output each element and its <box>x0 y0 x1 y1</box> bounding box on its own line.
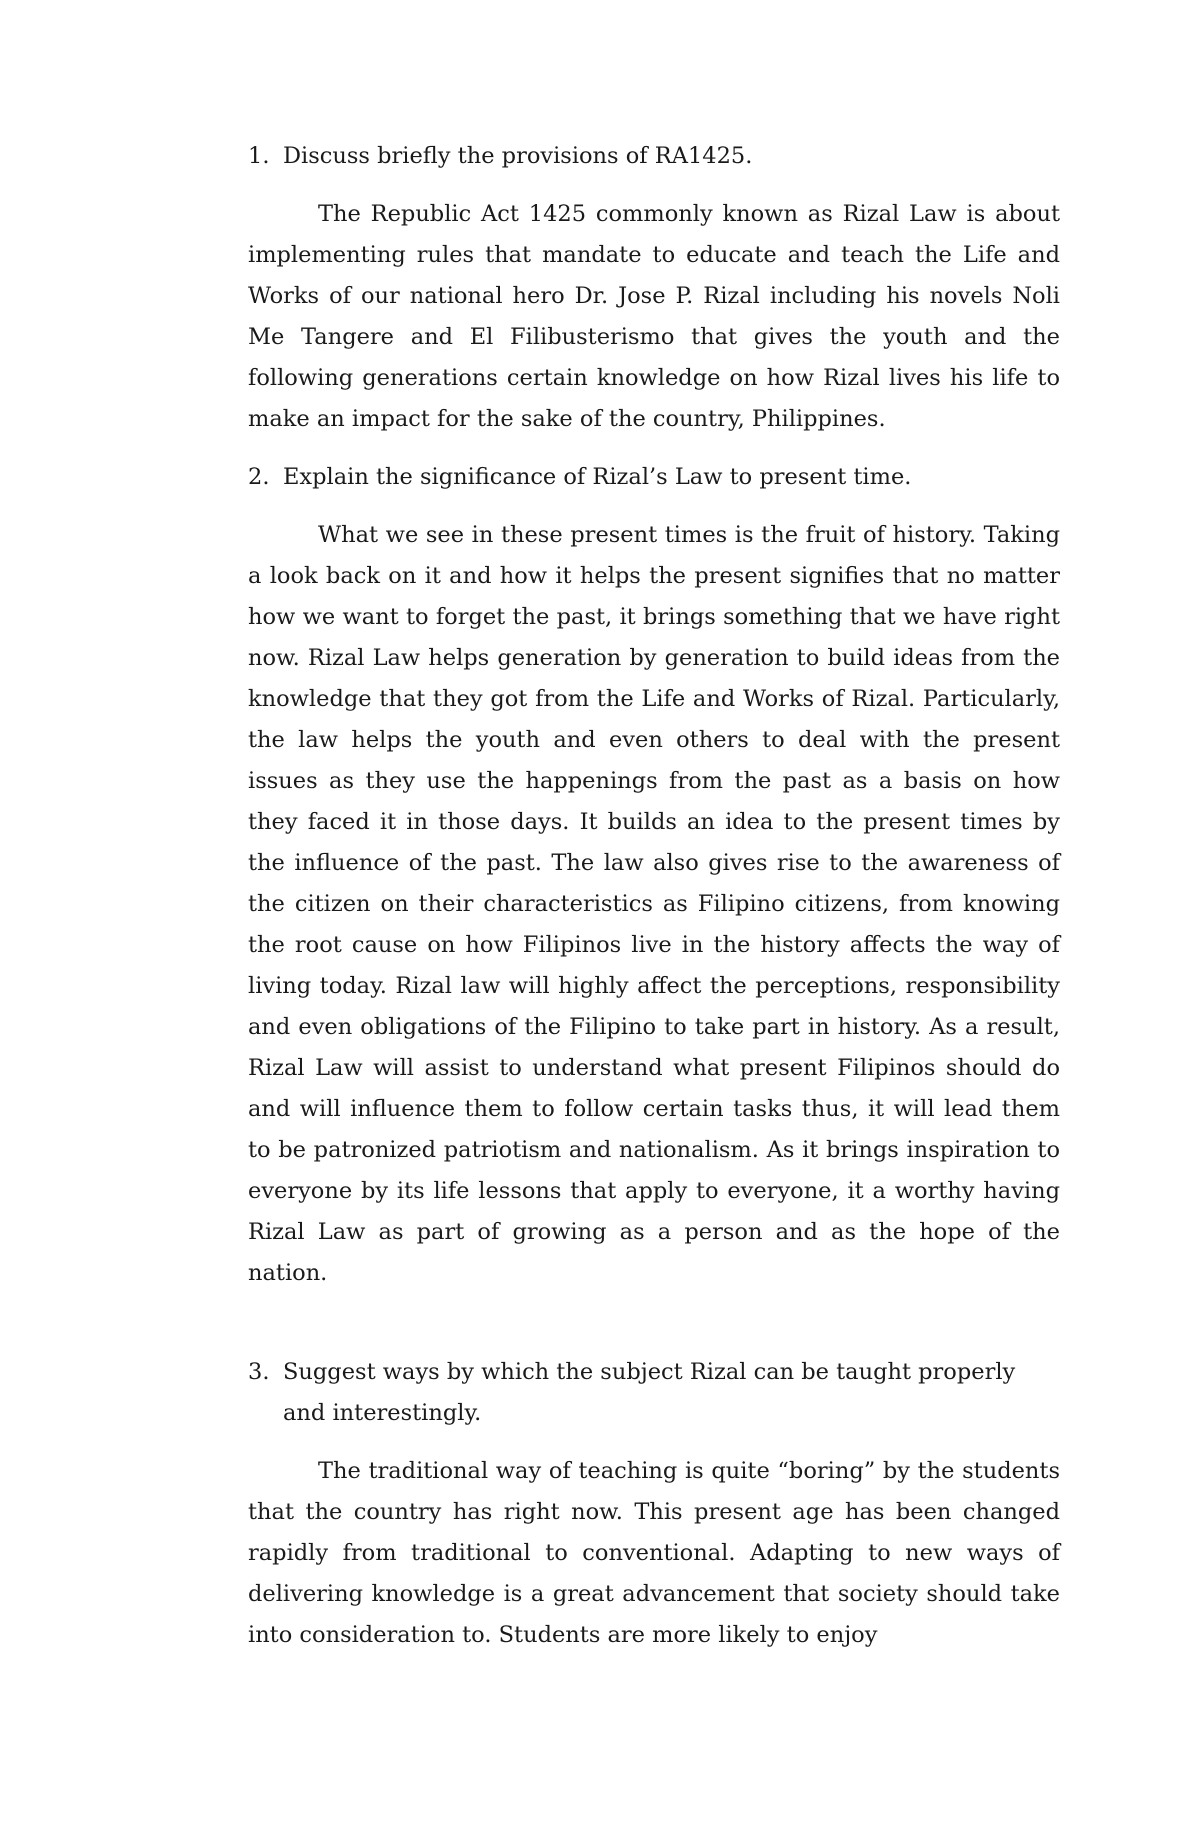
question-text: Suggest ways by which the subject Rizal can be taught properly and interestingly. <box>283 1359 1016 1426</box>
answer-3: The traditional way of teaching is quite “boring” by the students that the country has right now. This present age has been changed rapidly from traditional to conventional. Adapting to new ways of delivering knowledge is a great advancement that society should take into consideration to. Students are more likely to enjoy <box>248 1458 1060 1648</box>
question-text: Discuss briefly the provisions of RA1425. <box>283 143 753 169</box>
question-number: 1. <box>248 143 270 169</box>
question-number: 2. <box>248 464 270 490</box>
question-number: 3. <box>248 1359 270 1385</box>
answer-2: What we see in these present times is the fruit of history. Taking a look back on it and how it helps the present signifies that no matter how we want to forget the past, it brings something that we have right now. Rizal Law helps generation by generation to build ideas from the knowledge that they got from the Life and Works of Rizal. Particularly, the law helps the youth and even others to deal with the present issues as they use the happenings from the past as a basis on how they faced it in those days. It builds an idea to the present times by the influence of the past. The law also gives rise to the awareness of the citizen on their characteristics as Filipino citizens, from knowing the root cause on how Filipinos live in the history affects the way of living today. Rizal law will highly affect the perceptions, responsibility and even obligations of the Filipino to take part in history. As a result, Rizal Law will assist to understand what present Filipinos should do and will influence them to follow certain tasks thus, it will lead them to be patronized patriotism and nationalism. As it brings inspiration to everyone by its life lessons that apply to everyone, it a worthy having Rizal Law as part of growing as a person and as the hope of the nation. <box>248 522 1060 1286</box>
document-page <box>248 136 1060 1656</box>
answer-1: The Republic Act 1425 commonly known as Rizal Law is about implementing rules that mandate to educate and teach the Life and Works of our national hero Dr. Jose P. Rizal including his novels Noli Me Tangere and El Filibusterismo that gives the youth and the following generations certain knowledge on how Rizal lives his life to make an impact for the sake of the country, Philippines. <box>248 201 1060 432</box>
question-1 <box>248 136 1060 177</box>
question-3 <box>248 1352 1060 1434</box>
question-text: Explain the significance of Rizal’s Law to present time. <box>283 464 912 490</box>
question-2 <box>248 457 1060 498</box>
